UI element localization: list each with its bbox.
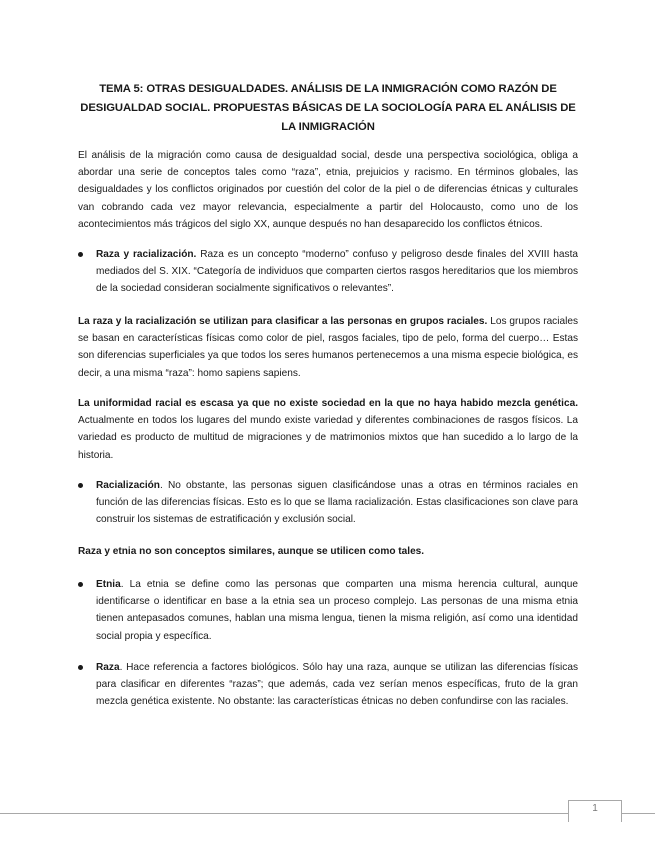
bullet-heading: Raza — [96, 662, 120, 673]
bullet-dot-icon — [78, 665, 83, 670]
bullet-body: . La etnia se define como las personas que comparten una misma herencia cultural, aunque identificarse o identificar en base a la etnia sea un proceso complejo. Las personas de una misma etnia tienen antepasados comunes, hablan una misma lengua, tienen la misma religión, así como una identidad social propia y específica. — [96, 579, 578, 642]
bullet-body: Raza es un concepto “moderno” confuso y peligroso desde finales del XVIII hasta mediados del S. XIX. “Categoría de individuos que comparten ciertos rasgos hereditarios que los miembros de la sociedad consideran socialmente significativos o relevantes”. — [96, 249, 578, 295]
bullet-raza-racializacion — [78, 246, 578, 298]
bullet-text — [96, 659, 578, 711]
bullet-body: . No obstante, las personas siguen clasificándose unas a otras en términos raciales en función de las diferencias físicas. Esto es lo que se llama racialización. Estas clasificaciones son clave para construir los sistemas de estratificación y exclusión social. — [96, 480, 578, 526]
footer-divider-right — [620, 813, 655, 814]
bullet-text — [96, 246, 578, 298]
bullet-heading: Racialización — [96, 480, 160, 491]
bullet-dot-icon — [78, 252, 83, 257]
document-title: TEMA 5: OTRAS DESIGUALDADES. ANÁLISIS DE LA INMIGRACIÓN COMO RAZÓN DE DESIGUALDAD SOCIAL. PROPUESTAS BÁSICAS DE LA SOCIOLOGÍA PARA EL ANÁLISIS DE LA INMIGRACIÓN — [80, 83, 576, 133]
paragraph-heading: La raza y la racialización se utilizan para clasificar a las personas en grupos raciales. — [78, 316, 488, 327]
bullet-heading: Raza y racialización. — [96, 249, 197, 260]
paragraph-heading: Raza y etnia no son conceptos similares, aunque se utilicen como tales. — [78, 546, 425, 557]
intro-paragraph: El análisis de la migración como causa de desigualdad social, desde una perspectiva sociológica, obliga a abordar una serie de conceptos tales como “raza”, etnia, prejuicios y racismo. En términos globales, las desigualdades y los conflictos originados por cuestión del color de la piel o de diferencias étnicas y culturales van cobrando cada vez mayor relevancia, especialmente a partir del Holocausto, como uno de los acontecimientos más trágicos del siglo XX, aunque después no han desaparecido los conflictos étnicos. — [78, 150, 578, 230]
bullet-etnia — [78, 576, 578, 645]
bullet-body: . Hace referencia a factores biológicos. Sólo hay una raza, aunque se utilizan las diferencias físicas para clasificar en diferentes “razas”; que además, cada vez serían menos específicas, fruto de la gran mezcla genética existente. No obstante: las características étnicas no deben confundirse con las raciales. — [96, 662, 578, 708]
paragraph-raza-etnia — [78, 543, 578, 560]
paragraph-uniformidad — [78, 395, 578, 464]
bullet-heading: Etnia — [96, 579, 121, 590]
bullet-raza — [78, 659, 578, 711]
bullet-racializacion — [78, 477, 578, 529]
paragraph-body: Los grupos raciales se basan en características físicas como color de piel, rasgos faciales, tipo de pelo, forma del cuerpo… Estas son diferencias superficiales ya que todos los seres humanos pertenecemos a una misma especie biológica, es decir, a una misma “raza”: homo sapiens sapiens. — [78, 316, 578, 379]
page-number: 1 — [592, 803, 598, 814]
bullet-dot-icon — [78, 582, 83, 587]
footer-divider — [0, 813, 568, 814]
paragraph-heading: La uniformidad racial es escasa ya que no existe sociedad en la que no haya habido mezcla genética. — [78, 398, 578, 409]
paragraph-clasificacion — [78, 313, 578, 382]
paragraph-body: Actualmente en todos los lugares del mundo existe variedad y diferentes combinaciones de rasgos físicos. La variedad es producto de multitud de migraciones y de matrimonios mixtos que han sucedido a lo largo de la historia. — [78, 415, 578, 461]
bullet-text — [96, 576, 578, 645]
bullet-dot-icon — [78, 483, 83, 488]
bullet-text — [96, 477, 578, 529]
